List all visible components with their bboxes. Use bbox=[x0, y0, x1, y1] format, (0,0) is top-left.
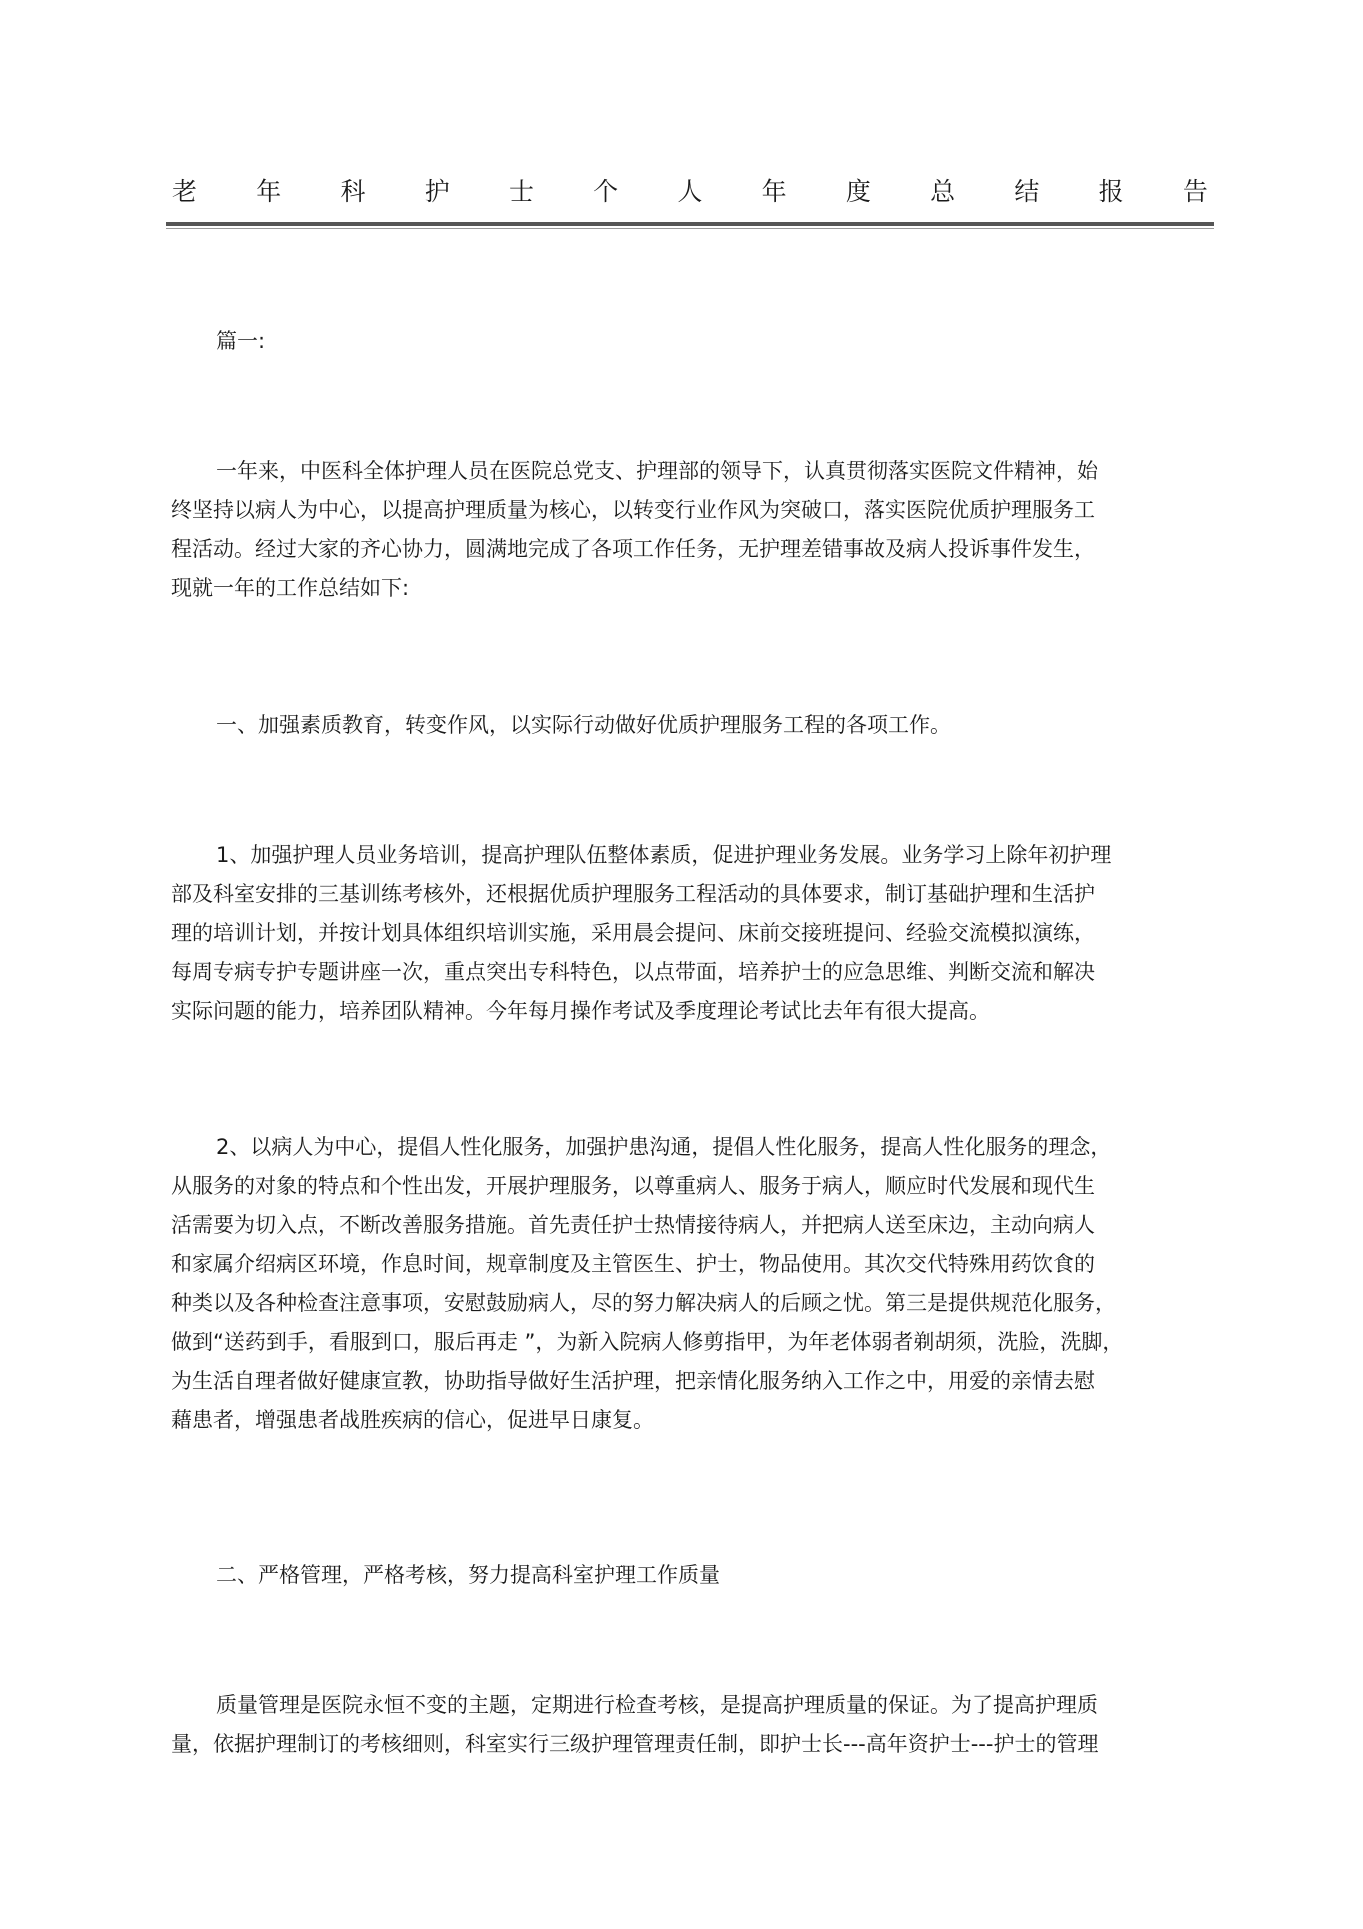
section-heading-1: 一、加强素质教育，转变作风，以实际行动做好优质护理服务工程的各项工作。 bbox=[216, 713, 951, 737]
title-char: 年 bbox=[761, 177, 787, 206]
title-underline bbox=[166, 222, 1214, 226]
section-heading-2: 二、严格管理，严格考核，努力提高科室护理工作质量 bbox=[216, 1563, 720, 1587]
title-char: 结 bbox=[1014, 177, 1040, 206]
paragraph-line: 每周专病专护专题讲座一次，重点突出专科特色，以点带面，培养护士的应急思维、判断交流和解决 bbox=[171, 960, 1095, 984]
title-char: 科 bbox=[340, 177, 366, 206]
paragraph-line: 一年来，中医科全体护理人员在医院总党支、护理部的领导下，认真贯彻落实医院文件精神，始 bbox=[216, 459, 1098, 483]
item-1-paragraph bbox=[171, 836, 1231, 1031]
paragraph-line: 实际问题的能力，培养团队精神。今年每月操作考试及季度理论考试比去年有很大提高。 bbox=[171, 999, 990, 1023]
paragraph-line: 理的培训计划，并按计划具体组织培训实施，采用晨会提问、床前交接班提问、经验交流模拟演练， bbox=[171, 921, 1095, 945]
paragraph-line: 藉患者，增强患者战胜疾病的信心，促进早日康复。 bbox=[171, 1408, 654, 1432]
paragraph-line: 终坚持以病人为中心，以提高护理质量为核心，以转变行业作风为突破口，落实医院优质护理服务工 bbox=[171, 498, 1095, 522]
section-label: 篇一: bbox=[216, 329, 266, 353]
title-char: 人 bbox=[677, 177, 703, 206]
item-2-paragraph bbox=[171, 1128, 1231, 1440]
title-char: 度 bbox=[845, 177, 871, 206]
intro-paragraph bbox=[171, 452, 1231, 608]
title-char: 士 bbox=[508, 177, 534, 206]
paragraph-line: 质量管理是医院永恒不变的主题，定期进行检查考核，是提高护理质量的保证。为了提高护理质 bbox=[216, 1693, 1098, 1717]
title-char: 报 bbox=[1098, 177, 1124, 206]
title-char: 总 bbox=[930, 177, 956, 206]
paragraph-line: 做到“送药到手，看服到口，服后再走 ”，为新入院病人修剪指甲，为年老体弱者剃胡须，洗脸，洗脚， bbox=[171, 1330, 1124, 1354]
title-char: 年 bbox=[256, 177, 282, 206]
paragraph-line: 部及科室安排的三基训练考核外，还根据优质护理服务工程活动的具体要求，制订基础护理和生活护 bbox=[171, 882, 1095, 906]
title-char: 老 bbox=[172, 177, 198, 206]
paragraph-line: 现就一年的工作总结如下: bbox=[171, 576, 410, 600]
paragraph-line: 2、以病人为中心，提倡人性化服务，加强护患沟通，提倡人性化服务，提高人性化服务的理念， bbox=[216, 1135, 1112, 1159]
title-char: 个 bbox=[593, 177, 619, 206]
paragraph-line: 1、加强护理人员业务培训，提高护理队伍整体素质，促进护理业务发展。业务学习上除年初护理 bbox=[216, 843, 1112, 867]
document-title bbox=[172, 174, 1208, 210]
title-char: 告 bbox=[1182, 177, 1208, 206]
paragraph-line: 和家属介绍病区环境，作息时间，规章制度及主管医生、护士，物品使用。其次交代特殊用药饮食的 bbox=[171, 1252, 1095, 1276]
item-3-paragraph bbox=[171, 1686, 1231, 1764]
title-underline-thin bbox=[166, 228, 1214, 229]
paragraph-line: 程活动。经过大家的齐心协力，圆满地完成了各项工作任务，无护理差错事故及病人投诉事件发生， bbox=[171, 537, 1095, 561]
paragraph-line: 种类以及各种检查注意事项，安慰鼓励病人，尽的努力解决病人的后顾之忧。第三是提供规范化服务， bbox=[171, 1291, 1116, 1315]
paragraph-line: 为生活自理者做好健康宣教，协助指导做好生活护理，把亲情化服务纳入工作之中，用爱的亲情去慰 bbox=[171, 1369, 1095, 1393]
paragraph-line: 从服务的对象的特点和个性出发，开展护理服务，以尊重病人、服务于病人，顺应时代发展和现代生 bbox=[171, 1174, 1095, 1198]
title-char: 护 bbox=[424, 177, 450, 206]
paragraph-line: 活需要为切入点，不断改善服务措施。首先责任护士热情接待病人，并把病人送至床边，主动向病人 bbox=[171, 1213, 1095, 1237]
paragraph-line: 量，依据护理制订的考核细则，科室实行三级护理管理责任制，即护士长---高年资护士---护士的管理 bbox=[171, 1732, 1099, 1756]
